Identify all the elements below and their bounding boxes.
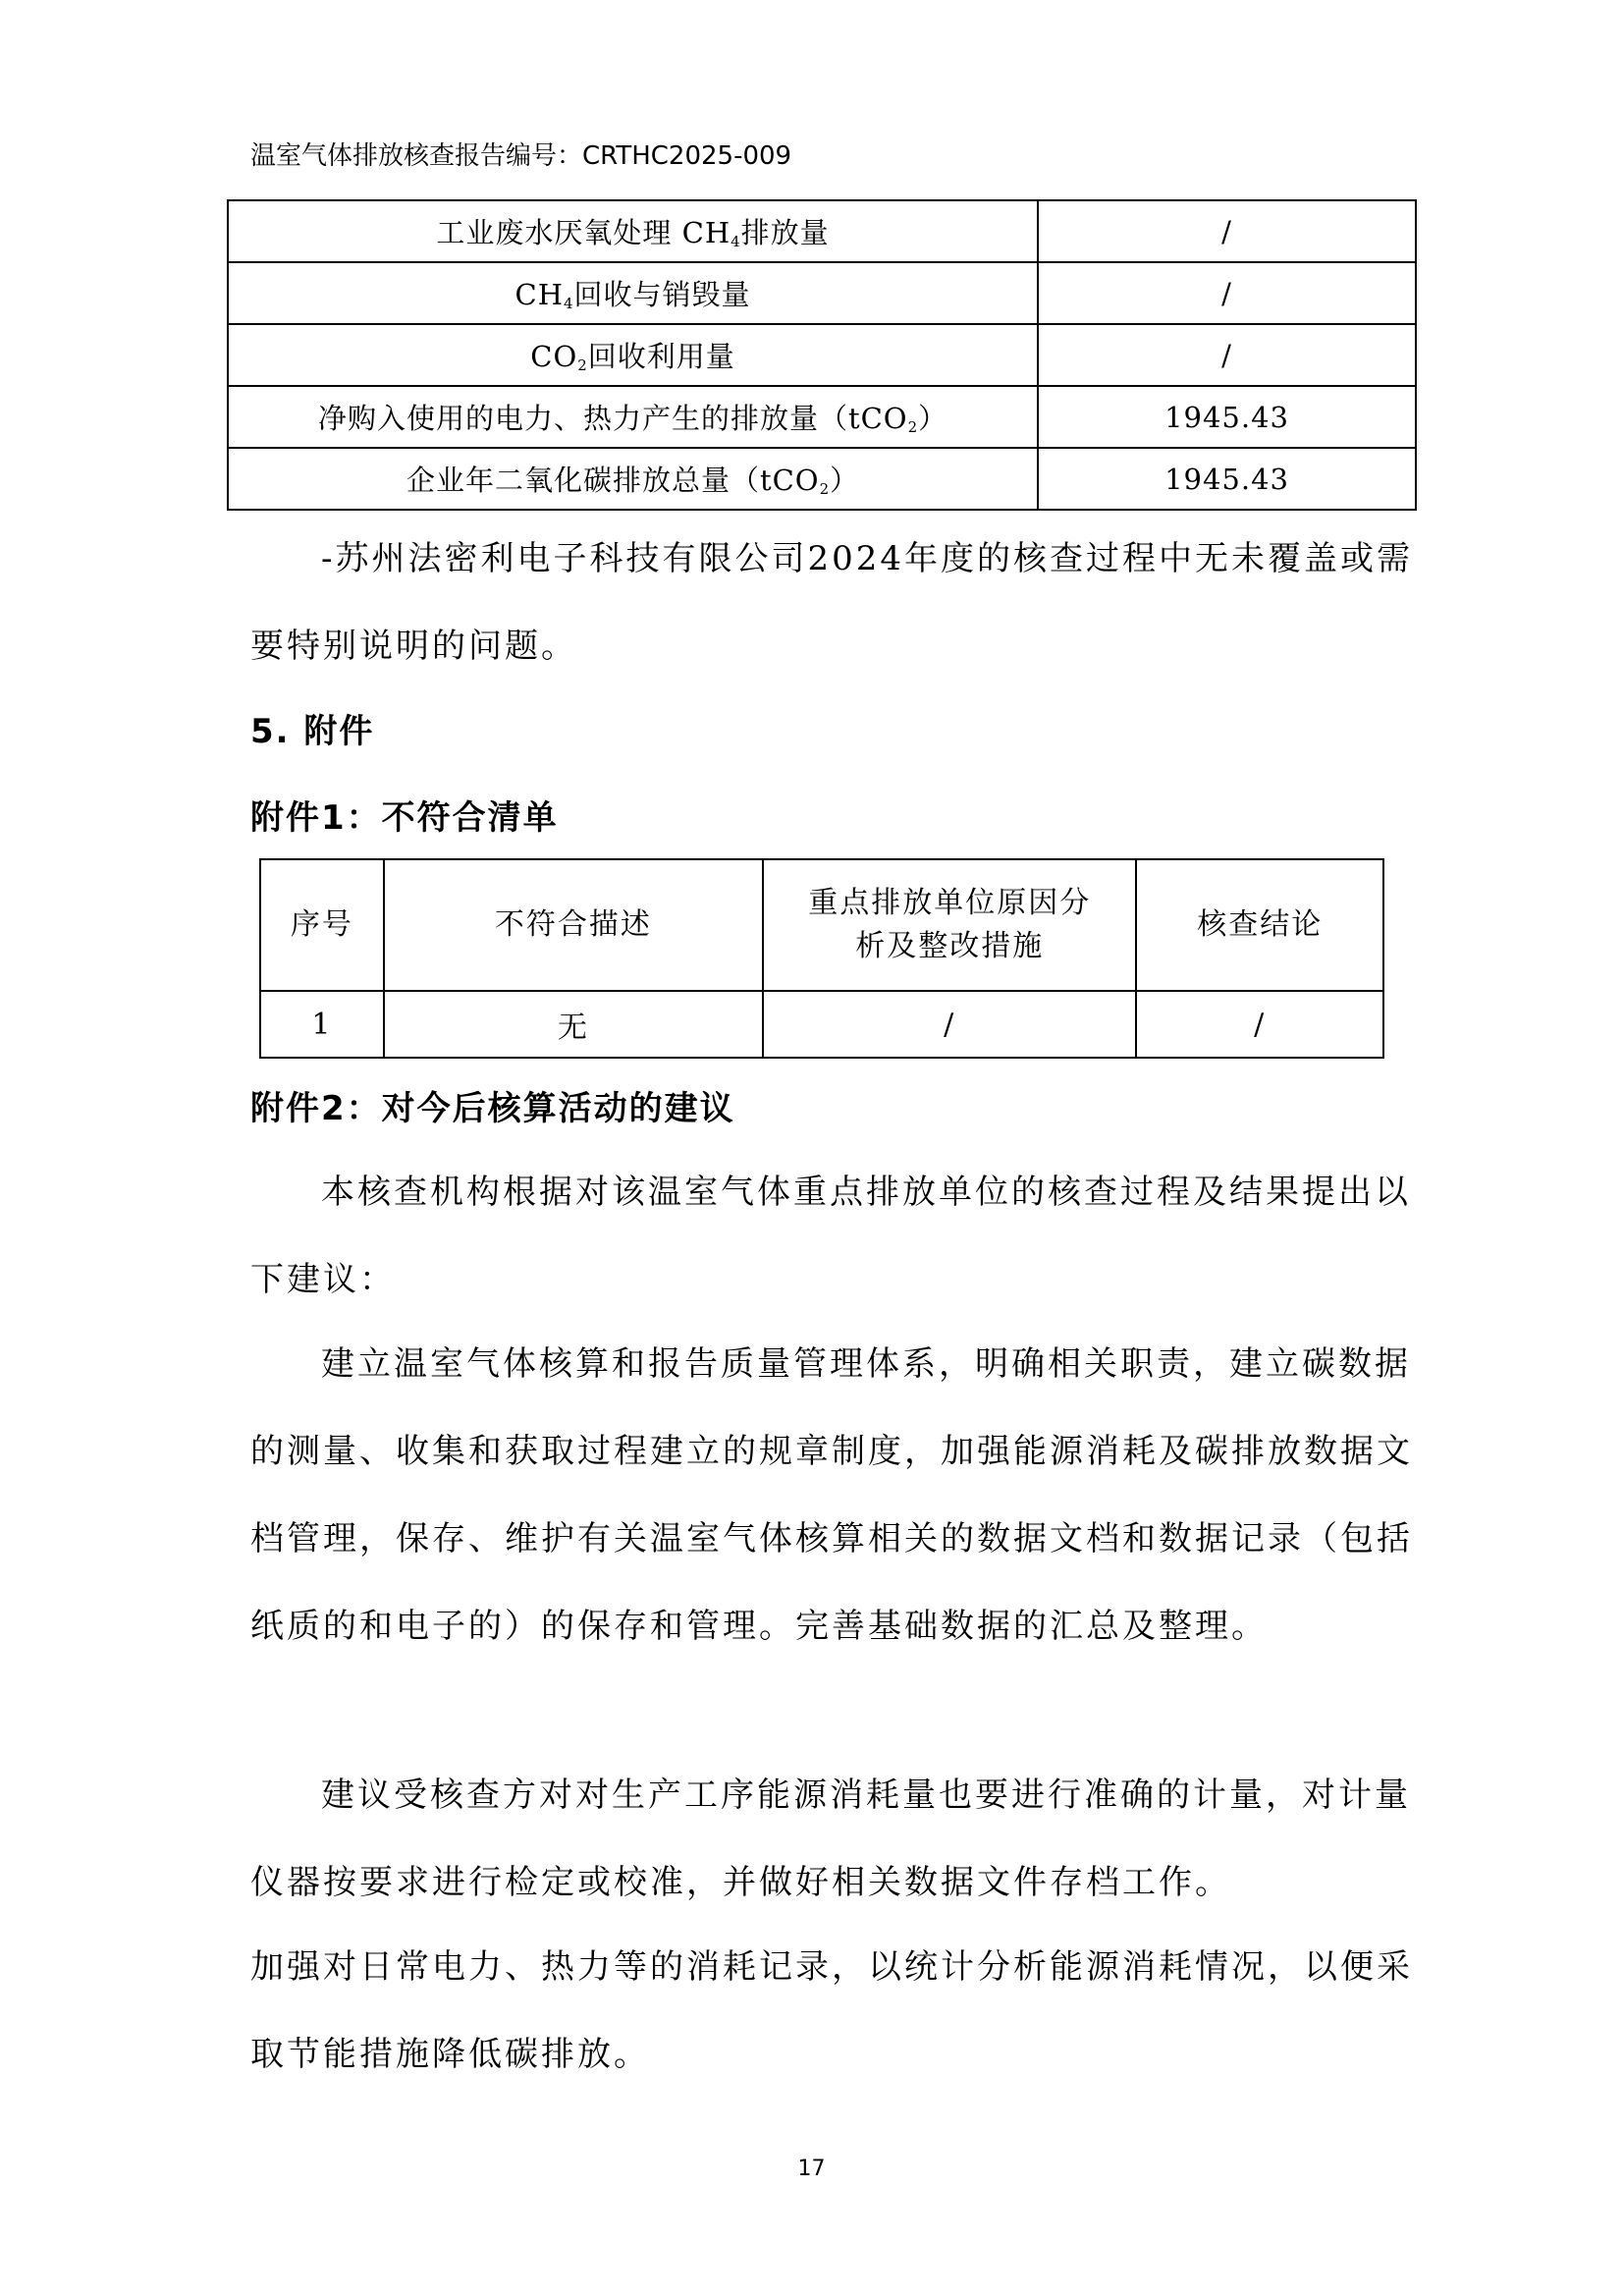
table-header-row [260, 859, 1383, 991]
label-text: 排放量 [740, 216, 830, 249]
table-cell: 无 [384, 991, 763, 1058]
table-row [228, 448, 1416, 510]
attachment1-heading: 附件1：不符合清单 [250, 798, 559, 838]
row-label [228, 262, 1038, 324]
attachment2-heading: 附件2：对今后核算活动的建议 [250, 1089, 735, 1128]
label-text: 工业废水厌氧处理 CH [436, 216, 731, 249]
table-cell: 1 [260, 991, 384, 1058]
page-number: 17 [797, 2157, 826, 2181]
column-header: 不符合描述 [384, 859, 763, 991]
row-label [228, 386, 1038, 448]
table-row [228, 262, 1416, 324]
suggestion-paragraph: 建议受核查方对对生产工序能源消耗量也要进行准确的计量，对计量仪器按要求进行检定或校准，并做好相关数据文件存档工作。 [250, 1776, 1411, 1902]
row-value: / [1038, 200, 1416, 262]
row-label [228, 448, 1038, 510]
label-text: CO [530, 340, 578, 373]
statement-paragraph: -苏州法密利电子科技有限公司2024年度的核查过程中无未覆盖或需要特别说明的问题。 [250, 539, 1414, 666]
column-header: 核查结论 [1136, 859, 1383, 991]
column-header: 序号 [260, 859, 384, 991]
label-text: 回收与销毁量 [573, 278, 751, 311]
row-label [228, 324, 1038, 386]
table-row [260, 991, 1383, 1058]
table-row [228, 324, 1416, 386]
label-subscript: 2 [819, 480, 831, 498]
label-text: ） [830, 464, 860, 497]
label-subscript: 4 [564, 295, 574, 312]
row-value: 1945.43 [1038, 448, 1416, 510]
column-header: 重点排放单位原因分析及整改措施 [763, 859, 1136, 991]
label-text: 净购入使用的电力、热力产生的排放量（tCO [317, 402, 908, 435]
row-label [228, 200, 1038, 262]
row-value: / [1038, 262, 1416, 324]
table-cell: / [763, 991, 1136, 1058]
table-row [228, 386, 1416, 448]
nonconformity-table [259, 858, 1384, 1059]
label-text: ） [918, 402, 948, 435]
table-row [228, 200, 1416, 262]
label-subscript: 2 [907, 418, 919, 436]
label-text: CH [514, 278, 564, 311]
label-subscript: 2 [577, 356, 588, 374]
row-value: 1945.43 [1038, 386, 1416, 448]
label-subscript: 4 [730, 233, 741, 250]
label-text: 企业年二氧化碳排放总量（tCO [406, 464, 820, 497]
emissions-summary-table [227, 199, 1417, 511]
table-cell: / [1136, 991, 1383, 1058]
suggestion-paragraph: 建立温室气体核算和报告质量管理体系，明确相关职责，建立碳数据的测量、收集和获取过程建立的规章制度，加强能源消耗及碳排放数据文档管理，保存、维护有关温室气体核算相关的数据文档和数据记录（包括纸质的和电子的）的保存和管理。完善基础数据的汇总及整理。 [250, 1344, 1413, 1646]
row-value: / [1038, 324, 1416, 386]
suggestion-paragraph: 加强对日常电力、热力等的消耗记录，以统计分析能源消耗情况，以便采取节能措施降低碳排放。 [250, 1947, 1413, 2074]
section-heading-attachments: 5. 附件 [250, 712, 375, 751]
report-number-header: 温室气体排放核查报告编号：CRTHC2025-009 [250, 141, 792, 171]
suggestion-paragraph: 本核查机构根据对该温室气体重点排放单位的核查过程及结果提出以下建议： [250, 1173, 1411, 1299]
label-text: 回收利用量 [587, 340, 735, 373]
